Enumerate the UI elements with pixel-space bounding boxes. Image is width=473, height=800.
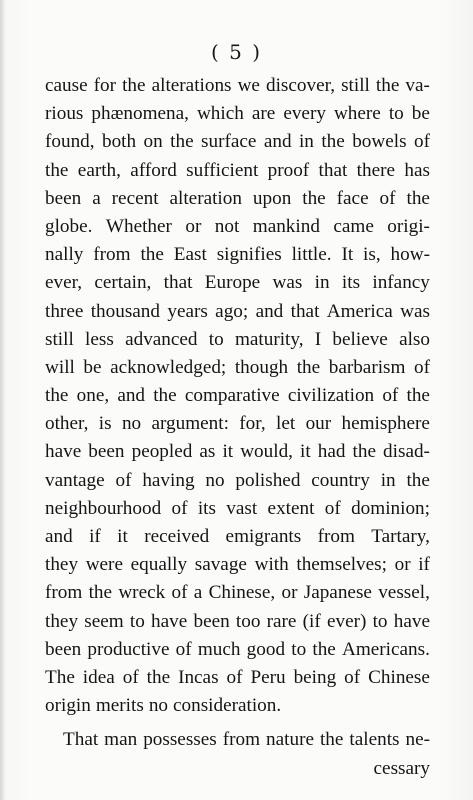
- word: Peru: [250, 666, 286, 688]
- word: and: [45, 526, 73, 547]
- word: of: [382, 385, 399, 407]
- text-line: [45, 495, 430, 523]
- word: extent: [267, 497, 315, 519]
- word: certain,: [94, 272, 152, 294]
- word: be: [83, 356, 102, 378]
- word: and: [117, 385, 146, 407]
- word: cause: [45, 75, 88, 96]
- text-line: [45, 354, 430, 382]
- word: was: [272, 272, 303, 294]
- text-line: [45, 298, 430, 326]
- word: recent: [111, 187, 159, 209]
- word: had: [317, 441, 346, 463]
- word: dominion;: [351, 497, 430, 519]
- word: of: [344, 666, 361, 688]
- word: ago;: [215, 300, 249, 322]
- word: which: [196, 103, 244, 125]
- word: argument:: [151, 413, 229, 435]
- word: let: [276, 413, 296, 435]
- word: the: [146, 666, 171, 688]
- word: one,: [76, 385, 110, 407]
- word: barbarism: [328, 356, 406, 378]
- word: no: [121, 413, 142, 435]
- word: it: [222, 441, 234, 463]
- word: been: [193, 610, 230, 632]
- word: East: [173, 244, 207, 266]
- word: much: [197, 638, 241, 660]
- word: other,: [45, 413, 89, 435]
- text-line: [45, 72, 430, 100]
- word: a: [193, 582, 203, 604]
- word: from: [222, 729, 261, 751]
- word: the: [88, 582, 113, 604]
- word: of: [175, 638, 192, 660]
- word: every: [283, 103, 326, 125]
- word: productive: [87, 638, 170, 660]
- word: being: [293, 666, 337, 688]
- text-line: [45, 128, 430, 156]
- text-line: [45, 326, 430, 354]
- word: also: [399, 328, 430, 350]
- text-line: [45, 382, 430, 410]
- word: good: [246, 638, 286, 660]
- text-line: [45, 664, 430, 692]
- word: from: [93, 244, 131, 266]
- word: have: [151, 610, 188, 632]
- word: still: [45, 328, 74, 350]
- word: signifies: [216, 244, 282, 266]
- word: on: [143, 131, 163, 153]
- word: of: [171, 497, 188, 519]
- word: to: [129, 610, 145, 632]
- word: been: [45, 187, 82, 209]
- word: not: [214, 215, 240, 237]
- catchword: cessary: [373, 757, 430, 779]
- word: too: [235, 610, 261, 632]
- word: it: [117, 526, 128, 547]
- word: with: [254, 554, 289, 576]
- word: have: [45, 441, 82, 463]
- word: the: [170, 131, 194, 153]
- word: idea: [82, 666, 115, 688]
- word: of: [226, 666, 243, 688]
- word: peopled: [131, 441, 193, 463]
- body-text: [45, 72, 430, 783]
- word: the: [352, 441, 376, 463]
- word: the: [406, 385, 430, 407]
- word: the: [45, 385, 69, 407]
- word: received: [144, 526, 210, 547]
- word: origin: [45, 695, 91, 717]
- word: country: [311, 469, 370, 491]
- text-line: [45, 467, 430, 495]
- word: if: [418, 554, 430, 576]
- word: have: [393, 610, 430, 632]
- word: Tartary,: [371, 526, 430, 547]
- word: the: [122, 75, 146, 96]
- word: va-: [405, 75, 430, 96]
- word: proof: [267, 159, 310, 181]
- word: for,: [239, 413, 266, 435]
- word: comparative: [184, 385, 280, 407]
- word: has: [404, 159, 430, 181]
- word: or: [185, 215, 202, 237]
- word: our: [305, 413, 332, 435]
- word: to: [208, 328, 224, 350]
- word: the: [406, 469, 430, 491]
- word: they: [45, 554, 79, 576]
- word: as: [199, 441, 216, 463]
- word: for: [93, 75, 117, 96]
- text-line: [45, 269, 430, 297]
- word: three: [45, 300, 84, 322]
- word: Japanese: [303, 582, 372, 604]
- word: they: [45, 610, 79, 632]
- word: alteration: [169, 187, 242, 209]
- word: believe: [332, 328, 388, 350]
- word: both: [101, 131, 137, 153]
- word: of: [414, 356, 430, 378]
- word: Whether: [105, 215, 172, 237]
- word: vast: [226, 497, 258, 519]
- word: phænomena,: [91, 103, 189, 125]
- word: where: [333, 103, 381, 125]
- word: will: [45, 356, 75, 378]
- text-line: [45, 185, 430, 213]
- text-line: [45, 523, 430, 551]
- word: its: [197, 497, 216, 519]
- word: (if: [302, 610, 321, 632]
- word: I: [314, 328, 322, 350]
- word: merits: [95, 695, 144, 717]
- word: of: [122, 666, 139, 688]
- text-line: [45, 608, 430, 636]
- word: the: [45, 159, 69, 181]
- word: Incas: [178, 666, 219, 688]
- word: that: [290, 300, 320, 322]
- word: rare: [266, 610, 297, 632]
- word: maturity,: [234, 328, 304, 350]
- word: are: [251, 103, 276, 125]
- word: ne-: [405, 729, 430, 751]
- word: surface: [201, 131, 257, 153]
- word: to: [372, 610, 388, 632]
- text-line: [45, 157, 430, 185]
- word: talents: [349, 729, 400, 751]
- text-line: [45, 579, 430, 607]
- text-line: [45, 636, 430, 664]
- word: of: [379, 187, 396, 209]
- word: its: [341, 272, 361, 294]
- word: the: [140, 244, 164, 266]
- word: a: [92, 187, 101, 209]
- word: infancy: [372, 272, 430, 294]
- word: That: [63, 729, 99, 751]
- word: the: [321, 131, 345, 153]
- word: mankind: [252, 215, 320, 237]
- word: been: [45, 638, 82, 660]
- word: seem: [84, 610, 124, 632]
- word: the: [319, 729, 344, 751]
- word: neighbourhood: [45, 497, 162, 519]
- word: how-: [390, 244, 430, 266]
- word: and: [255, 300, 284, 322]
- word: possesses: [143, 729, 217, 751]
- page-edge-shadow: [0, 0, 5, 800]
- word: be: [411, 103, 430, 125]
- word: civilization: [287, 385, 375, 407]
- word: came: [333, 215, 374, 237]
- word: is: [98, 413, 112, 435]
- word: would,: [240, 441, 293, 463]
- word: Europe: [204, 272, 261, 294]
- word: of: [413, 131, 430, 153]
- word: alterations: [151, 75, 232, 96]
- word: the: [302, 187, 326, 209]
- page-number: ( 5 ): [210, 40, 263, 64]
- word: earth,: [77, 159, 121, 181]
- word: the: [406, 187, 430, 209]
- word: ever,: [45, 272, 83, 294]
- word: found,: [45, 131, 95, 153]
- word: from: [317, 526, 355, 547]
- word: in: [298, 131, 314, 153]
- word: the: [312, 638, 336, 660]
- word: rious: [45, 103, 84, 125]
- word: vessel,: [378, 582, 430, 604]
- word: polished: [235, 469, 301, 491]
- word: savage: [194, 554, 247, 576]
- word: discover,: [265, 75, 336, 96]
- word: to: [388, 103, 404, 125]
- word: or: [394, 554, 411, 576]
- word: less: [85, 328, 114, 350]
- word: to: [291, 638, 307, 660]
- word: face: [336, 187, 369, 209]
- word: Chinese,: [208, 582, 276, 604]
- word: acknowledged;: [110, 356, 227, 378]
- word: or: [281, 582, 298, 604]
- word: the: [153, 385, 177, 407]
- text-line: [45, 551, 430, 579]
- word: in: [380, 469, 396, 491]
- word: advanced: [125, 328, 198, 350]
- word: equally: [130, 554, 188, 576]
- paragraph-last-line: [45, 692, 430, 720]
- word: years: [167, 300, 208, 322]
- word: and: [263, 131, 292, 153]
- word: there: [356, 159, 396, 181]
- word: vantage: [45, 469, 105, 491]
- word: of: [171, 582, 188, 604]
- word: origi-: [387, 215, 430, 237]
- word: Americans.: [342, 638, 430, 660]
- word: consideration.: [173, 695, 282, 717]
- word: in: [314, 272, 330, 294]
- text-line: [45, 438, 430, 466]
- word: was: [400, 300, 430, 322]
- word: thousand: [90, 300, 160, 322]
- word: the: [296, 356, 321, 378]
- word: having: [142, 469, 195, 491]
- word: though: [234, 356, 289, 378]
- word: emigrants: [225, 526, 302, 547]
- text-line: [45, 241, 430, 269]
- word: The: [45, 666, 75, 688]
- word: disad-: [383, 441, 430, 463]
- word: wreck: [118, 582, 166, 604]
- word: of: [115, 469, 132, 491]
- word: America: [326, 300, 393, 322]
- word: of: [324, 497, 341, 519]
- word: bowels: [352, 131, 407, 153]
- word: afford: [130, 159, 177, 181]
- word: that: [163, 272, 193, 294]
- word: from: [45, 582, 83, 604]
- word: is,: [363, 244, 381, 266]
- word: upon: [252, 187, 292, 209]
- text-line: [45, 213, 430, 241]
- word: little.: [291, 244, 332, 266]
- word: no: [205, 469, 225, 491]
- paragraph-first-line: [45, 726, 430, 754]
- word: that: [318, 159, 348, 181]
- text-line: [45, 410, 430, 438]
- word: hemisphere: [341, 413, 430, 435]
- word: themselves;: [296, 554, 387, 576]
- word: sufficient: [186, 159, 259, 181]
- word: Chinese: [368, 666, 430, 688]
- word: It: [341, 244, 354, 266]
- word: we: [237, 75, 260, 96]
- word: nally: [45, 244, 84, 266]
- word: the: [375, 75, 400, 96]
- word: if: [89, 526, 101, 547]
- word: globe.: [45, 215, 93, 237]
- word: it: [300, 441, 311, 463]
- word: still: [341, 75, 370, 96]
- word: no: [148, 695, 168, 717]
- word: ever): [326, 610, 367, 632]
- word: been: [88, 441, 125, 463]
- word: man: [104, 729, 138, 751]
- word: nature: [266, 729, 314, 751]
- word: were: [85, 554, 123, 576]
- text-line: [45, 100, 430, 128]
